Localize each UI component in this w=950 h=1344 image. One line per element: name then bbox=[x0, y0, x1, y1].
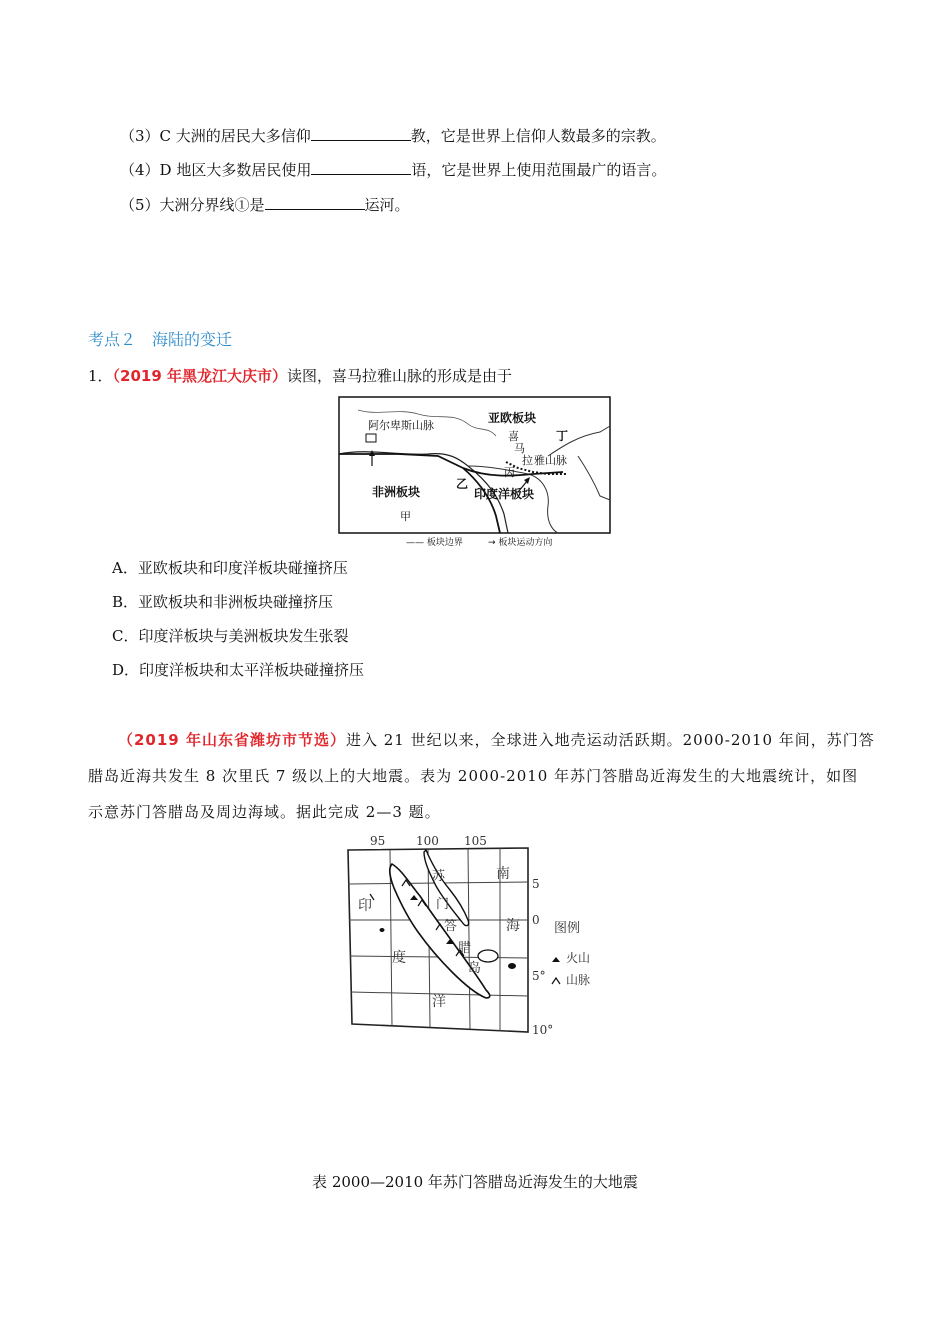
option-c[interactable]: C．印度洋板块与美洲板块发生张裂 bbox=[112, 627, 349, 645]
island-char-1: 苏 bbox=[432, 869, 446, 884]
label-eurasian-plate: 亚欧板块 bbox=[488, 411, 537, 425]
sumatra-map bbox=[340, 834, 610, 1040]
question-5: （5）大洲分界线①是 运河。 bbox=[120, 196, 410, 214]
passage-line-2: 腊岛近海共发生 8 次里氏 7 级以上的大地震。表为 2000-2010 年苏门答腊岛近海发生的大地震统计，如图 bbox=[88, 767, 859, 785]
sea-south-2: 海 bbox=[506, 918, 520, 934]
question-1-stem: 1．（2019 年黑龙江大庆市）读图，喜马拉雅山脉的形成是由于 bbox=[88, 367, 513, 385]
island-char-4: 腊 bbox=[458, 941, 472, 956]
question-number: 1． bbox=[88, 367, 113, 385]
answer-blank[interactable] bbox=[265, 195, 365, 210]
lat-label-10s: 10° bbox=[532, 1023, 554, 1037]
label-himalaya-3: 拉 bbox=[522, 454, 533, 467]
label-himalaya-4: 雅山脉 bbox=[534, 454, 567, 467]
answer-blank[interactable] bbox=[311, 126, 411, 141]
passage-source: （2019 年山东省潍坊市节选） bbox=[118, 731, 346, 749]
legend-volcano: 火山 bbox=[566, 951, 591, 965]
lat-label-5s: 5° bbox=[532, 969, 546, 983]
lon-label-95: 95 bbox=[370, 834, 386, 848]
volcano-icon bbox=[552, 957, 560, 962]
answer-blank[interactable] bbox=[311, 160, 411, 175]
label-himalaya-1: 喜 bbox=[508, 430, 519, 443]
label-himalaya-2: 马 bbox=[514, 442, 525, 455]
legend-boundary: —— 板块边界 bbox=[406, 538, 463, 548]
sea-indian-2: 度 bbox=[392, 950, 406, 966]
option-a[interactable]: A．亚欧板块和印度洋板块碰撞挤压 bbox=[112, 559, 348, 577]
label-yi: 乙 bbox=[456, 477, 469, 491]
label-ding: 丁 bbox=[556, 429, 569, 443]
island-char-3: 答 bbox=[444, 919, 458, 934]
sea-indian-1: 印 bbox=[358, 898, 372, 914]
plate-map-svg bbox=[338, 396, 612, 548]
question-source: （2019 年黑龙江大庆市） bbox=[112, 367, 288, 385]
lat-label-5n: 5 bbox=[532, 877, 540, 891]
label-alps: 阿尔卑斯山脉 bbox=[368, 419, 434, 432]
label-bing: 丙 bbox=[504, 466, 515, 479]
lon-label-100: 100 bbox=[416, 834, 439, 848]
lat-label-0: 0 bbox=[532, 913, 540, 927]
question-3: （3）C 大洲的居民大多信仰 教，它是世界上信仰人数最多的宗教。 bbox=[120, 127, 666, 145]
legend-motion: → 板块运动方向 bbox=[488, 538, 553, 548]
legend-title: 图例 bbox=[554, 921, 581, 936]
plate-map bbox=[338, 396, 612, 548]
question-4: （4）D 地区大多数居民使用 语，它是世界上使用范围最广的语言。 bbox=[120, 161, 667, 179]
sea-indian-3: 洋 bbox=[432, 994, 446, 1010]
sumatra-map-svg bbox=[340, 834, 610, 1040]
passage-line-1: （2019 年山东省潍坊市节选）进入 21 世纪以来，全球进入地壳运动活跃期。2000-2010 年间，苏门答 bbox=[118, 731, 875, 749]
label-indian-plate: 印度洋板块 bbox=[474, 487, 535, 501]
mountain-icon bbox=[552, 978, 560, 984]
island-char-2: 门 bbox=[436, 897, 450, 912]
passage-line-3: 示意苏门答腊岛及周边海域。据此完成 2—3 题。 bbox=[88, 803, 441, 821]
lon-label-105: 105 bbox=[464, 834, 487, 848]
label-jia: 甲 bbox=[400, 510, 411, 523]
island-char-5: 岛 bbox=[468, 961, 482, 976]
option-b[interactable]: B．亚欧板块和非洲板块碰撞挤压 bbox=[112, 593, 334, 611]
legend-mountain: 山脉 bbox=[566, 973, 591, 987]
label-african-plate: 非洲板块 bbox=[372, 485, 421, 499]
option-d[interactable]: D．印度洋板块和太平洋板块碰撞挤压 bbox=[112, 661, 365, 679]
table-caption: 表 2000—2010 年苏门答腊岛近海发生的大地震 bbox=[312, 1173, 638, 1191]
sea-south-1: 南 bbox=[496, 866, 510, 882]
section-title: 考点２ 海陆的变迁 bbox=[88, 330, 233, 349]
